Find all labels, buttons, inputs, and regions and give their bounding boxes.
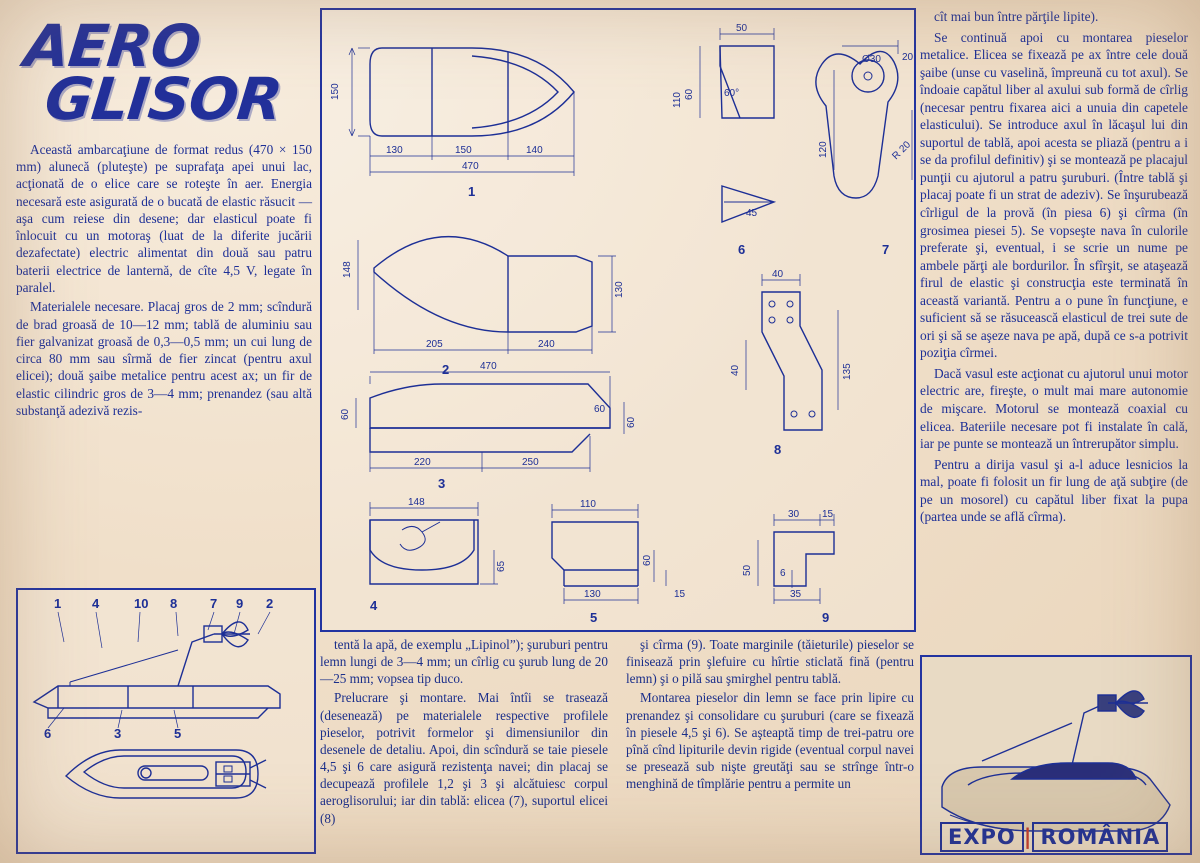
svg-text:110: 110: [580, 499, 596, 510]
expo-romania-logo: [940, 822, 1168, 852]
drawing-part-9: [742, 509, 834, 625]
svg-text:60: 60: [340, 408, 351, 420]
svg-text:150: 150: [455, 145, 472, 156]
svg-text:15: 15: [822, 509, 834, 520]
svg-text:40: 40: [730, 364, 741, 376]
paragraph: Materialele necesare. Placaj gros de 2 mm; scîndură de brad groasă de 10—12 mm; tablă de aluminiu sau fier galvanizat groasă de 0,3—0,5 mm; un cui lung de circa 80 mm sau sîrmă de fier zincat (pentru axul elicei); două şaibe metalice pentru acest ax; un fir de elastic cilindric gros de 3—4 mm; prenandez (sau altă substanţă adezivă rezis-: [16, 299, 312, 418]
svg-text:Ø30: Ø30: [862, 54, 881, 65]
mid-text-column-1: [320, 636, 608, 829]
svg-text:60: 60: [594, 404, 606, 415]
svg-text:150: 150: [330, 83, 341, 100]
svg-text:45: 45: [746, 208, 758, 219]
svg-text:1: 1: [54, 596, 62, 611]
exploded-assembly-plate: [16, 588, 316, 854]
svg-text:60: 60: [642, 554, 653, 566]
middle-bottom-text: [320, 636, 916, 829]
svg-text:8: 8: [170, 596, 178, 611]
svg-text:140: 140: [526, 145, 543, 156]
mid-text-column-2: [626, 636, 914, 829]
drawing-part-1: [330, 48, 574, 199]
technical-drawings-plate: [320, 8, 916, 632]
svg-text:130: 130: [614, 281, 625, 298]
right-column: [920, 8, 1188, 529]
svg-text:470: 470: [462, 161, 479, 172]
drawing-part-3: [340, 361, 637, 491]
svg-text:3: 3: [114, 726, 122, 741]
svg-text:6: 6: [738, 242, 746, 257]
middle-column: [320, 8, 916, 632]
svg-text:30: 30: [788, 509, 800, 520]
svg-text:2: 2: [266, 596, 274, 611]
paragraph: cît mai bun între părţile lipite).: [934, 9, 1099, 24]
svg-text:130: 130: [386, 145, 403, 156]
title-line-1: AERO: [21, 12, 203, 80]
svg-text:60: 60: [626, 416, 637, 428]
svg-text:2: 2: [442, 362, 450, 377]
svg-text:7: 7: [882, 242, 890, 257]
svg-text:5: 5: [590, 610, 598, 625]
svg-text:110: 110: [672, 92, 683, 108]
svg-text:9: 9: [822, 610, 830, 625]
svg-text:50: 50: [742, 564, 753, 576]
svg-text:20: 20: [902, 52, 914, 63]
svg-text:15: 15: [674, 589, 686, 600]
svg-text:9: 9: [236, 596, 244, 611]
svg-text:7: 7: [210, 596, 218, 611]
paragraph: Această ambarcaţiune de format redus (470 × 150 mm) alunecă (pluteşte) pe suprafaţa apei unui lac, acţionată de o elice care se roteşte în aer. Energia necesară este asigurată de o bucată de elastic răsucit — aşa cum reiese din desene; dar elasticul poate fi înlocuit cu un motoraş (luat de la diferite jucării dezafectate) electric alimentat din două sau patru baterii electrice de lanternă, de cîte 4,5 V, legate în paralel.: [16, 141, 312, 295]
svg-text:60°: 60°: [724, 88, 740, 99]
svg-text:1: 1: [468, 184, 476, 199]
logo-bar: |: [1023, 825, 1033, 849]
svg-text:40: 40: [772, 269, 784, 280]
svg-text:R 20: R 20: [890, 139, 914, 163]
paragraph: Montarea pieselor din lemn se face prin lipire cu prenandez şi consolidare cu şuruburi (care se fixează în piesele 4,5 şi 6). Se aşteaptă timp de trei-patru ore pînă cînd lipiturile devin rigide (eventual corpul navei se presează sub nişte greutăţi sau se strînge într-o menghină de tîmplărie pentru a permite un: [626, 690, 914, 792]
svg-text:130: 130: [584, 589, 601, 600]
svg-text:65: 65: [496, 560, 507, 572]
paragraph: Prelucrare şi montare. Mai întîi se trasează (desenează) pe materialele respective profilele pieselor, potrivit formelor şi dimensiunilor din desenele de detaliu. Apoi, din scîndură se taie piesele 4,5 şi 6 care asigură rezistenţa navei; din placaj se decupează profilele 1,2 şi 3 şi alcătuiesc corpul aeroglisorului; iar din tablă: elicea (7), suportul elicei (8): [320, 690, 608, 826]
svg-text:50: 50: [736, 23, 748, 34]
paragraph: şi cîrma (9). Toate marginile (tăieturile) pieselor se finisează prin şlefuire cu hîrtie sticlată fină (pentru lemn) şi o pilă sau şmirghel pentru tablă.: [626, 637, 914, 687]
drawing-part-5: [552, 499, 686, 625]
svg-text:4: 4: [92, 596, 100, 611]
logo-left: EXPO: [940, 822, 1024, 852]
drawing-part-2: [342, 237, 625, 377]
right-text: [920, 8, 1188, 526]
drawing-part-4: [370, 497, 507, 613]
svg-text:6: 6: [780, 568, 786, 579]
svg-text:8: 8: [774, 442, 782, 457]
logo-right: ROMÂNIA: [1032, 822, 1168, 852]
paragraph: Se continuă apoi cu montarea pieselor metalice. Elicea se fixează pe ax între cele două şaibe (unse cu vaselină, împreună cu tot axul). Se îndoaie capătul liber al axului sub formă de cîrlig (necesar pentru fixarea aici a unuia din capetele elasticului). Se introduce axul în lăcaşul lui din suportul de tablă, apoi acesta se pliază (pentru a i se da profilul definitiv) şi se montează pe placajul punţii cu ajutorul a patru şuruburi. (Între tablă şi placaj poate fi un strat de adeziv). Se înşurubează cîrligul de la provă (în piesa 6) şi cîrma (în grosimea piesei 5). Se vopseşte nava în culorile preferate şi, eventual, i se scrie un nume pe ambele părţi ale bordurilor. În sfîrşit, se ataşează firul de elastic şi construcţia este terminată în această variantă. Pentru a o pune în funcţiune, e suficient să se răsucească elasticul de trei sute de ori şi să se aşeze nava pe apă, după ce s-a potrivit poziţia cîrmei.: [920, 29, 1188, 361]
svg-text:10: 10: [134, 596, 149, 611]
svg-text:205: 205: [426, 339, 443, 350]
drawing-part-7: [816, 40, 914, 257]
left-column: [16, 10, 312, 421]
svg-text:120: 120: [818, 141, 829, 158]
svg-text:5: 5: [174, 726, 182, 741]
drawing-part-8: [730, 269, 853, 457]
page-title: [16, 12, 317, 134]
svg-text:148: 148: [408, 497, 425, 508]
svg-text:3: 3: [438, 476, 446, 491]
svg-text:148: 148: [342, 261, 353, 278]
svg-text:35: 35: [790, 589, 802, 600]
svg-text:60: 60: [684, 88, 695, 100]
technical-drawings: [322, 10, 914, 626]
exploded-assembly-drawing: [18, 590, 310, 848]
svg-text:6: 6: [44, 726, 52, 741]
svg-text:220: 220: [414, 457, 431, 468]
svg-text:240: 240: [538, 339, 555, 350]
title-line-2: GLISOR: [41, 65, 285, 134]
paragraph: Dacă vasul este acţionat cu ajutorul unui motor electric are, fireşte, o mult mai mare autonomie de mişcare. Motorul se montează coaxial cu elicea. Bateriile necesare pot fi instalate în cală, iar pe punte se montează un întrerupător simplu.: [920, 365, 1188, 452]
svg-text:135: 135: [842, 363, 853, 380]
model-photo-drawing: [922, 657, 1186, 849]
paragraph: Pentru a dirija vasul şi a-l aduce lesnicios la mal, poate fi folosit un fir lung de aţă subţire (de pe un mosorel) cu capătul liber fixat la pupa (partea unde se află cîrma).: [920, 456, 1188, 525]
paragraph: tentă la apă, de exemplu „Lipinol”); şuruburi pentru lemn lungi de 3—4 mm; un cîrlig cu şurub lung de 20—25 mm; vopsea tip duco.: [320, 637, 608, 687]
svg-text:4: 4: [370, 598, 378, 613]
svg-text:250: 250: [522, 457, 539, 468]
svg-text:470: 470: [480, 361, 497, 372]
intro-text: [16, 141, 312, 420]
drawing-part-6: [672, 23, 774, 257]
